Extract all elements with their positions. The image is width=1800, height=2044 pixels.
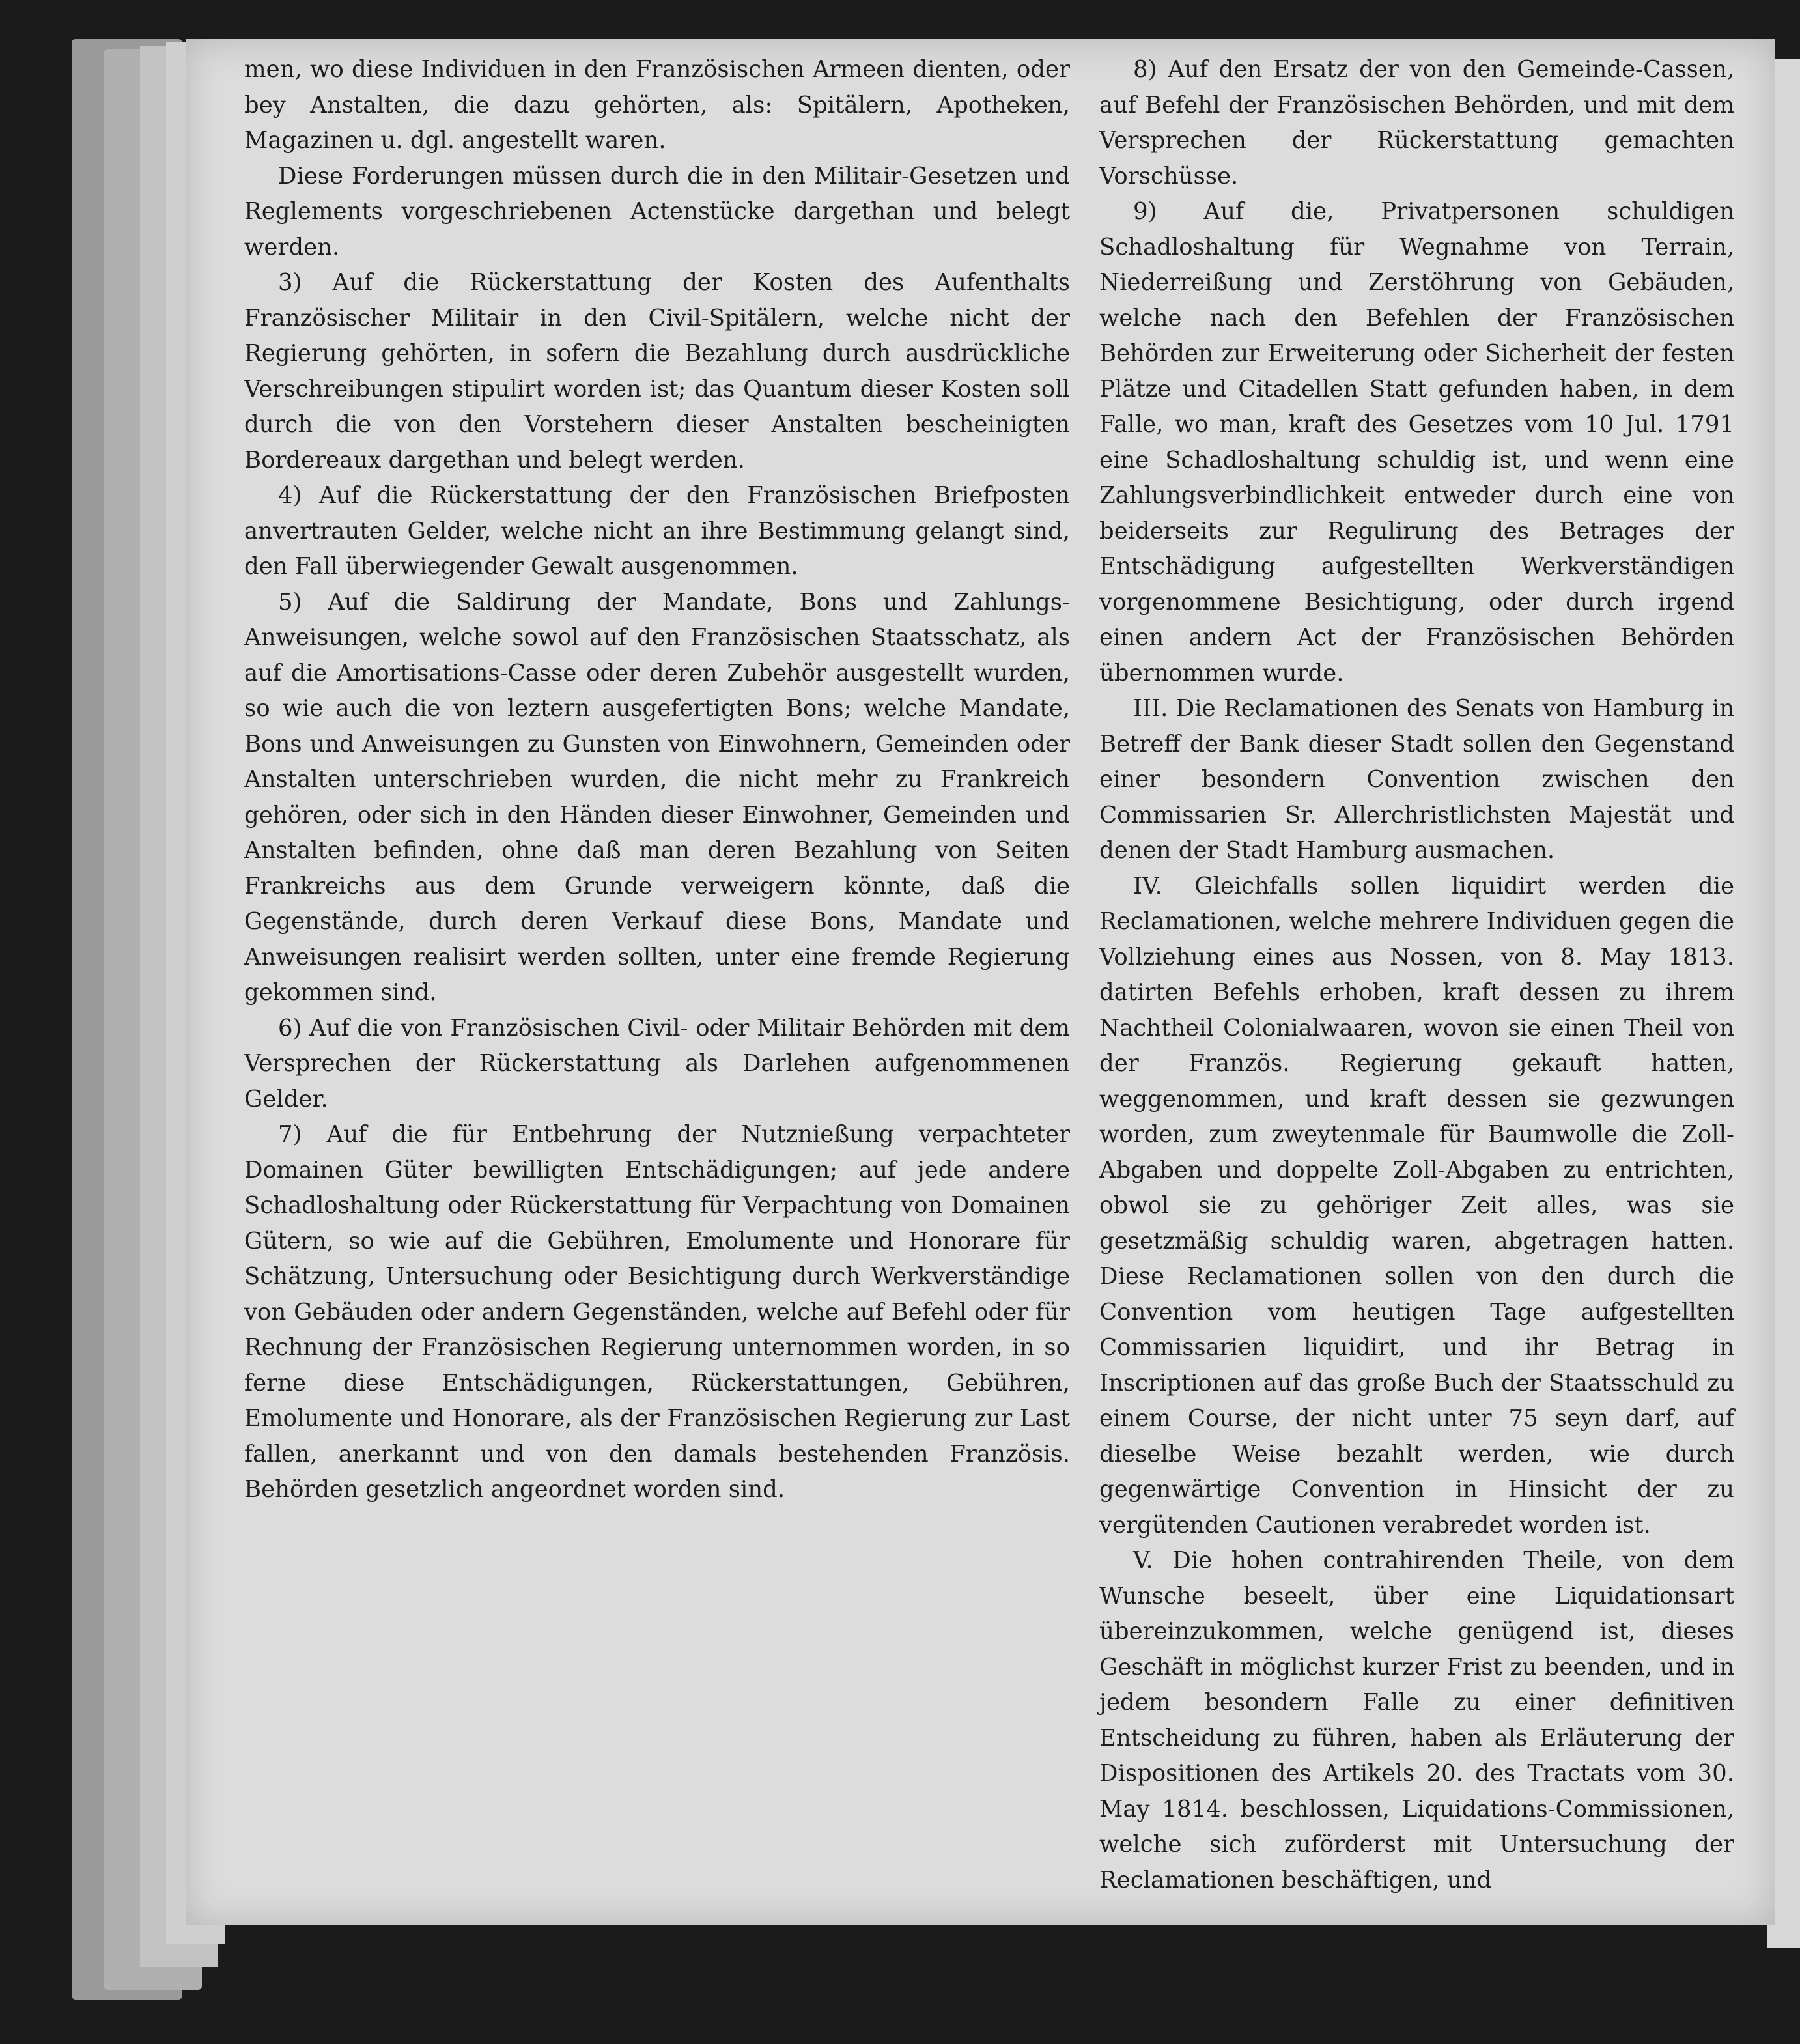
paragraph: 9) Auf die, Privatpersonen schuldigen Schadloshaltung für Wegnahme von Terrain, Niederreißung und Zerstöhrung von Gebäuden, welche nach den Befehlen der Französischen Behörden zur Erweiterung oder Sicherheit der festen Plätze und Citadellen Statt gefunden haben, in dem Falle, wo man, kraft des Gesetzes vom 10 Jul. 1791 eine Schadloshaltung schuldig ist, und wenn eine Zahlungsverbindlichkeit entweder durch eine von beiderseits zur Regulirung des Betrages der Entschädigung aufgestellten Werkverständigen vorgenommene Besichtigung, oder durch irgend einen andern Act der Französischen Behörden übernommen wurde.	[1099, 198, 1734, 687]
paragraph: 6) Auf die von Französischen Civil- oder Militair Behörden mit dem Versprechen der Rückerstattung als Darlehen aufgenommenen Gelder.	[244, 1014, 1070, 1113]
left-text-column	[244, 52, 1070, 1508]
paragraph: 5) Auf die Saldirung der Mandate, Bons und Zahlungs-Anweisungen, welche sowol auf den Französischen Staatsschatz, als auf die Amortisations-Casse oder deren Zubehör ausgestellt wurden, so wie auch die von leztern ausgefertigten Bons; welche Mandate, Bons und Anweisungen zu Gunsten von Einwohnern, Gemeinden oder Anstalten unterschrieben wurden, die nicht mehr zu Frankreich gehören, oder sich in den Händen dieser Einwohner, Gemeinden und Anstalten befinden, ohne daß man deren Bezahlung von Seiten Frankreichs aus dem Grunde verweigern könnte, daß die Gegenstände, durch deren Verkauf diese Bons, Mandate und Anweisungen realisirt werden sollten, unter eine fremde Regierung gekommen sind.	[244, 588, 1070, 1006]
paragraph: 3) Auf die Rückerstattung der Kosten des Aufenthalts Französischer Militair in den Civil-Spitälern, welche nicht der Regierung gehörten, in sofern die Bezahlung durch ausdrückliche Verschreibungen stipulirt worden ist; das Quantum dieser Kosten soll durch die von den Vorstehern dieser Anstalten bescheinigten Bordereaux dargethan und belegt werden.	[244, 269, 1070, 474]
paragraph: men, wo diese Individuen in den Französischen Armeen dienten, oder bey Anstalten, die dazu gehörten, als: Spitälern, Apotheken, Magazinen u. dgl. angestellt waren.	[244, 56, 1070, 154]
paragraph: III. Die Reclamationen des Senats von Hamburg in Betreff der Bank dieser Stadt sollen den Gegenstand einer besondern Convention zwischen den Commissarien Sr. Allerchristlichsten Majestät und denen der Stadt Hamburg ausmachen.	[1099, 695, 1734, 864]
right-text-column	[1099, 52, 1734, 1898]
paragraph: 7) Auf die für Entbehrung der Nutznießung verpachteter Domainen Güter bewilligten Entschädigungen; auf jede andere Schadloshaltung oder Rückerstattung für Verpachtung von Domainen Gütern, so wie auf die Gebühren, Emolumente und Honorare für Schätzung, Untersuchung oder Besichtigung durch Werkverständige von Gebäuden oder andern Gegenständen, welche auf Befehl oder für Rechnung der Französischen Regierung unternommen worden, in so ferne diese Entschädigungen, Rückerstattungen, Gebühren, Emolumente und Honorare, als der Französischen Regierung zur Last fallen, anerkannt und von den damals bestehenden Französis. Behörden gesetzlich angeordnet worden sind.	[244, 1121, 1070, 1503]
paragraph: V. Die hohen contrahirenden Theile, von dem Wunsche beseelt, über eine Liquidationsart übereinzukommen, welche genügend ist, dieses Geschäft in möglichst kurzer Frist zu beenden, und in jedem besondern Falle zu einer definitiven Entscheidung zu führen, haben als Erläuterung der Dispositionen des Artikels 20. des Tractats vom 30. May 1814. beschlossen, Liquidations-Commissionen, welche sich zuförderst mit Untersuchung der Reclamationen beschäftigen, und	[1099, 1547, 1734, 1894]
paragraph: 4) Auf die Rückerstattung der den Französischen Briefposten anvertrauten Gelder, welche nicht an ihre Bestimmung gelangt sind, den Fall überwiegender Gewalt ausgenommen.	[244, 482, 1070, 580]
paragraph: Diese Forderungen müssen durch die in den Militair-Gesetzen und Reglements vorgeschriebenen Actenstücke dargethan und belegt werden.	[244, 162, 1070, 261]
paragraph: IV. Gleichfalls sollen liquidirt werden die Reclamationen, welche mehrere Individuen gegen die Vollziehung eines aus Nossen, von 8. May 1813. datirten Befehls erhoben, kraft dessen zu ihrem Nachtheil Colonialwaaren, wovon sie einen Theil von der Französ. Regierung gekauft hatten, weggenommen, und kraft dessen sie gezwungen worden, zum zweytenmale für Baumwolle die Zoll-Abgaben und doppelte Zoll-Abgaben zu entrichten, obwol sie zu gehöriger Zeit alles, was sie gesetzmäßig schuldig waren, abgetragen hatten. Diese Reclamationen sollen von den durch die Convention vom heutigen Tage aufgestellten Commissarien liquidirt, und ihr Betrag in Inscriptionen auf das große Buch der Staatsschuld zu einem Course, der nicht unter 75 seyn darf, auf dieselbe Weise bezahlt werden, wie durch gegenwärtige Convention in Hinsicht der zu vergütenden Cautionen verabredet worden ist.	[1099, 872, 1734, 1539]
paragraph: 8) Auf den Ersatz der von den Gemeinde-Cassen, auf Befehl der Französischen Behörden, und mit dem Versprechen der Rückerstattung gemachten Vorschüsse.	[1099, 56, 1734, 190]
